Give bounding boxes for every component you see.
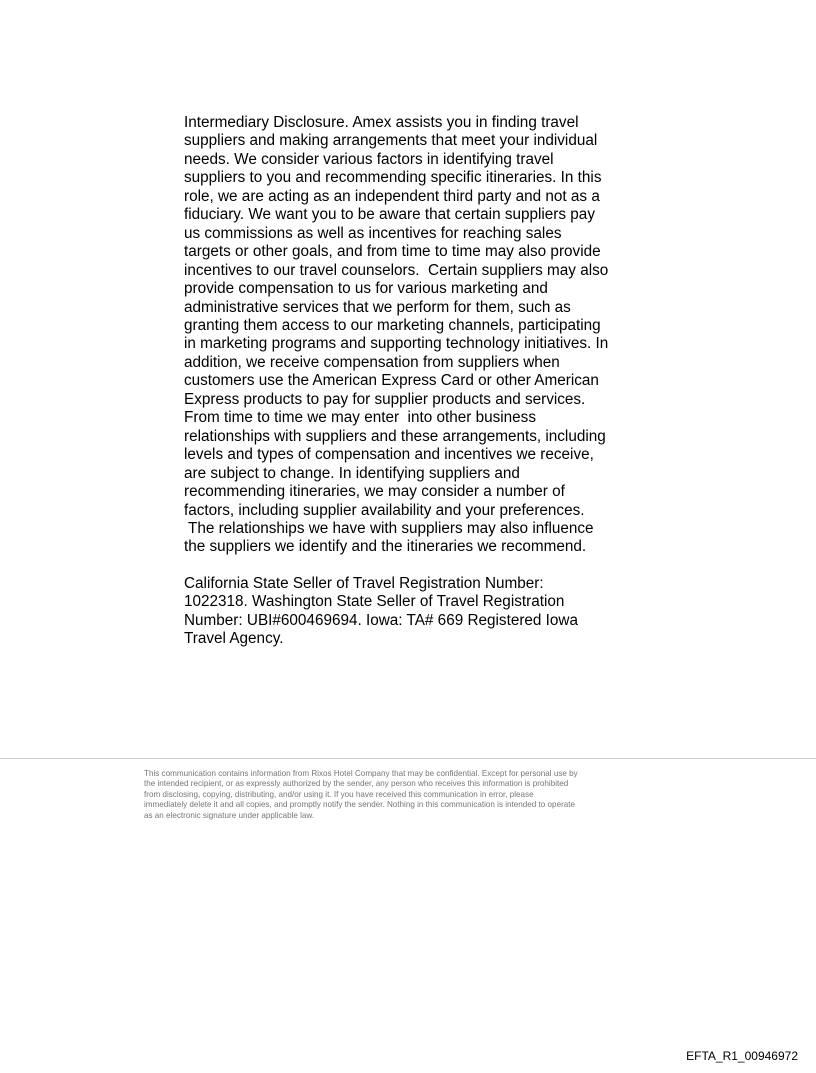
text-line: needs. We consider various factors in identifying travel (184, 150, 554, 168)
registration-paragraph (184, 575, 644, 649)
text-line: in marketing programs and supporting technology initiatives. In (184, 335, 609, 353)
text-line: the suppliers we identify and the itineraries we recommend. (184, 538, 587, 556)
text-line: levels and types of compensation and incentives we receive, (184, 446, 594, 464)
confidentiality-notice (144, 769, 684, 821)
disclosure-body (184, 114, 644, 649)
text-line: are subject to change. In identifying suppliers and (184, 464, 520, 482)
footer-line: from disclosing, copying, distributing, and/or using it. If you have received this communication in error, please (144, 789, 534, 799)
footer-line: as an electronic signature under applicable law. (144, 810, 315, 820)
text-line: incentives to our travel counselors. Certain suppliers may also (184, 261, 609, 279)
footer-divider (0, 758, 816, 759)
text-line: addition, we receive compensation from suppliers when (184, 353, 560, 371)
text-line: factors, including supplier availability and your preferences. (184, 501, 585, 519)
footer-line: the intended recipient, or as expressly authorized by the sender, any person who receives this information is prohibited (144, 779, 569, 789)
text-line: 1022318. Washington State Seller of Travel Registration (184, 593, 565, 611)
text-line: role, we are acting as an independent third party and not as a (184, 187, 600, 205)
text-line: administrative services that we perform for them, such as (184, 298, 571, 316)
text-line: provide compensation to us for various marketing and (184, 280, 548, 298)
footer-line: immediately delete it and all copies, and promptly notify the sender. Nothing in this communication is intended to operate (144, 800, 576, 810)
text-line: customers use the American Express Card or other American (184, 372, 599, 390)
document-id: EFTA_R1_00946972 (686, 1049, 798, 1063)
text-line: California State Seller of Travel Registration Number: (184, 574, 544, 592)
intermediary-disclosure-paragraph (184, 114, 644, 557)
text-line: suppliers and making arrangements that meet your individual (184, 132, 598, 150)
text-line: granting them access to our marketing channels, participating (184, 316, 601, 334)
text-line: us commissions as well as incentives for reaching sales (184, 224, 562, 242)
text-line: relationships with suppliers and these arrangements, including (184, 427, 606, 445)
text-line: Number: UBI#600469694. Iowa: TA# 669 Registered Iowa (184, 611, 578, 629)
text-line: Travel Agency. (184, 630, 284, 648)
text-line: From time to time we may enter into other business (184, 409, 536, 427)
paragraph-spacer (184, 557, 644, 575)
text-line: targets or other goals, and from time to time may also provide (184, 243, 601, 261)
text-line: fiduciary. We want you to be aware that certain suppliers pay (184, 206, 595, 224)
text-line: suppliers to you and recommending specific itineraries. In this (184, 169, 602, 187)
text-line: Express products to pay for supplier products and services. (184, 390, 586, 408)
text-line: Intermediary Disclosure. Amex assists you in finding travel (184, 114, 579, 131)
footer-line: This communication contains information from Rixos Hotel Company that may be confidential. Except for personal use by (144, 769, 578, 778)
text-line: recommending itineraries, we may consider a number of (184, 483, 565, 501)
text-line: The relationships we have with suppliers may also influence (184, 519, 594, 537)
